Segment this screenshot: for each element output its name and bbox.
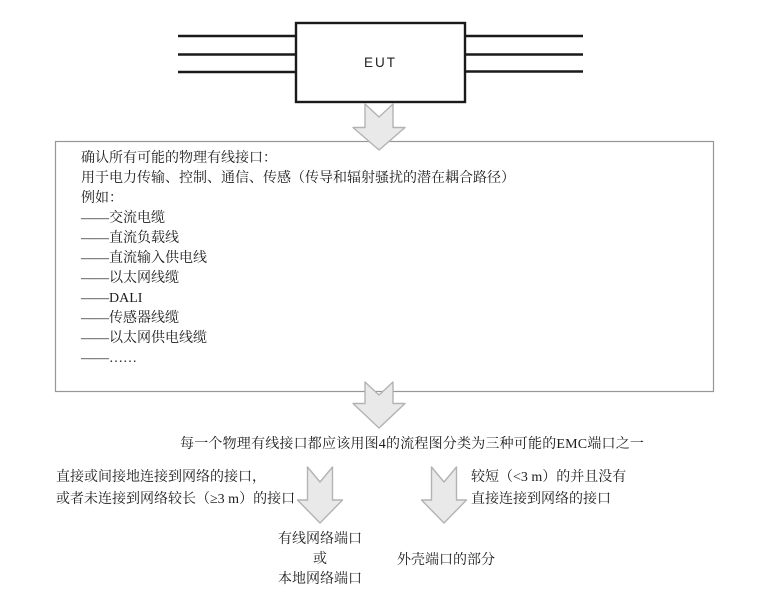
interface-list-line: 用于电力传输、控制、通信、传感（传导和辐射骚扰的潜在耦合路径） (81, 171, 515, 186)
wired-network-port-line1: 有线网络端口 (278, 532, 362, 547)
left-branch-condition (56, 467, 295, 511)
right-branch-condition (471, 467, 626, 511)
left-branch-condition-line2: 或者未连接到网络较长（≥3 m）的接口 (56, 492, 296, 507)
wired-network-port-line3: 本地网络端口 (278, 572, 362, 587)
interface-list-line: ——交流电缆 (81, 211, 165, 226)
interface-list-line: 确认所有可能的物理有线接口： (81, 151, 277, 166)
interface-list-line: 例如： (81, 191, 123, 206)
interface-list-line: ——以太网供电线缆 (81, 331, 207, 346)
left-branch-condition-line1: 直接或间接地连接到网络的接口， (56, 470, 266, 485)
interface-list-line: ——DALI (81, 291, 143, 306)
wired-network-port-line2: 或 (313, 552, 327, 567)
enclosure-port-label: 外壳端口的部分 (397, 553, 495, 568)
eut-label: EUT (364, 55, 397, 70)
down-arrow-icon (298, 467, 343, 523)
wired-network-port-label (260, 530, 380, 590)
interface-list-line: ——…… (81, 351, 137, 366)
interface-list (81, 149, 515, 369)
interface-list-line: ——传感器线缆 (81, 311, 179, 326)
right-cables-icon (466, 36, 583, 72)
interface-list-line: ——以太网线缆 (81, 271, 179, 286)
classification-caption: 每一个物理有线接口都应该用图4的流程图分类为三种可能的EMC端口之一 (180, 437, 645, 452)
right-branch-condition-line1: 较短（<3 m）的并且没有 (471, 470, 627, 485)
interface-list-line: ——直流输入供电线 (81, 251, 207, 266)
left-cables-icon (178, 36, 295, 72)
interface-list-line: ——直流负载线 (81, 231, 179, 246)
down-arrow-icon (422, 467, 467, 523)
right-branch-condition-line2: 直接连接到网络的接口 (471, 492, 611, 507)
